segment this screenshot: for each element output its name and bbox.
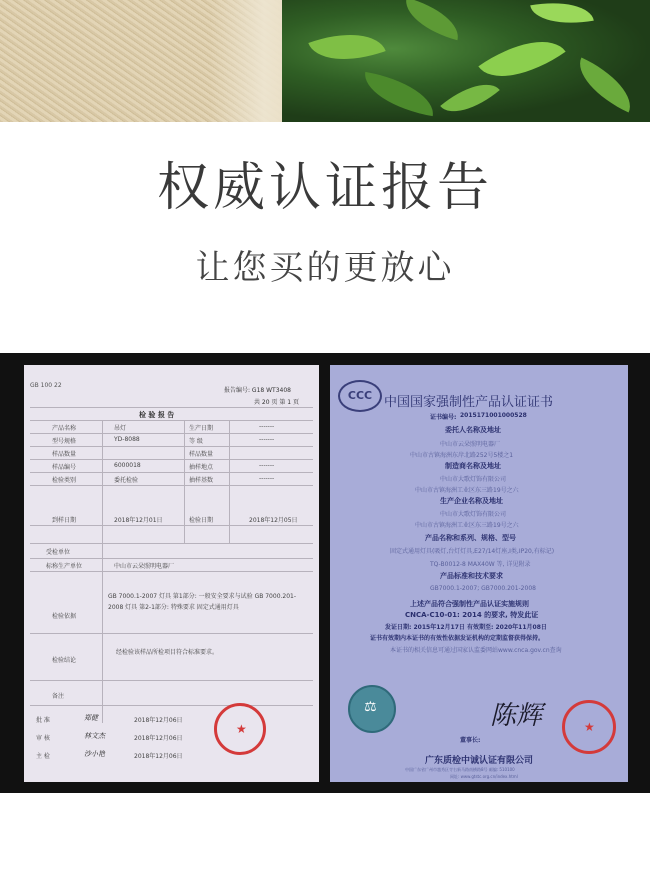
issuer-seal: ★ bbox=[562, 700, 616, 754]
row-value2: ------- bbox=[259, 423, 275, 430]
row-value2: 2018年12月05日 bbox=[249, 517, 298, 524]
basis-text: GB 7000.1-2007 灯具 第1部分: 一般安全要求与试验 GB 7000.201-2008 灯具 第2-1部分: 特殊要求 固定式通用灯具 bbox=[108, 593, 297, 611]
row-label: 检验类别 bbox=[52, 477, 77, 484]
conclusion-label: 检验结论 bbox=[52, 657, 77, 664]
page-subtitle: 让您买的更放心 bbox=[195, 248, 455, 288]
cert-dates: 发证日期: 2015年12月17日 有效期至: 2020年11月08日 bbox=[385, 624, 547, 631]
row-value2: ------- bbox=[259, 436, 275, 443]
cert-note: 证书有效期内本证书的有效性依据发证机构的定期监督获得保持。 bbox=[370, 635, 545, 642]
page-title: 权威认证报告 bbox=[156, 158, 493, 218]
cert-heading: 委托人名称及地址 bbox=[445, 426, 501, 434]
director-signature: 陈辉 bbox=[490, 701, 543, 731]
cert-text: 中山市大歌灯饰有限公司 bbox=[440, 476, 507, 483]
signature: 林文杰 bbox=[84, 732, 105, 740]
tea-leaves-photo bbox=[282, 0, 650, 122]
row-label: 产品名称 bbox=[52, 425, 77, 432]
cert-no-label: 证书编号: bbox=[430, 414, 457, 421]
cert-text: 中山市云朵照明电器厂 bbox=[440, 441, 501, 448]
cert-text: 中山市大歌灯饰有限公司 bbox=[440, 511, 507, 518]
cert-heading: 生产企业名称及地址 bbox=[440, 497, 503, 505]
issuer-name: 广东质检中诚认证有限公司 bbox=[425, 756, 534, 766]
row-label2: 抽样地点 bbox=[189, 464, 214, 471]
row-value2: ------- bbox=[259, 475, 275, 482]
row-value: YD-8088 bbox=[114, 436, 140, 443]
cert-text: TQ-B0012-8 MAX40W 等, 详见附录 bbox=[430, 561, 531, 568]
cert-footer: 中国广东省广州市越秀区寺右新马路南横路8号 邮编: 510100 bbox=[405, 767, 515, 772]
cert-heading: 上述产品符合强制性产品认证实施规则 bbox=[410, 600, 529, 608]
row-label: 到样日期 bbox=[52, 517, 77, 524]
row-label2: 检验日期 bbox=[189, 517, 214, 524]
report-code: GB 100 22 bbox=[30, 382, 62, 389]
test-date: 2018年12月06日 bbox=[134, 753, 183, 760]
row-value2: ------- bbox=[259, 462, 275, 469]
ccc-logo: CCC bbox=[338, 380, 382, 412]
test-label: 主 检 bbox=[36, 753, 50, 760]
cert-note: 本证书的相关信息可通过国家认监委网站www.cnca.gov.cn查询 bbox=[390, 647, 562, 654]
row-label2: 生产日期 bbox=[189, 425, 214, 432]
header-banner bbox=[0, 0, 650, 122]
cert-rule: CNCA-C10-01: 2014 的要求, 特发此证 bbox=[405, 611, 539, 619]
row-value: 中山市云朵照明电器厂 bbox=[114, 563, 175, 570]
cert-footer: 网址: www.gtstc.org.cn/index.html bbox=[450, 774, 518, 779]
conclusion-text: 经检验该样品所检项目符合标准要求。 bbox=[116, 649, 219, 656]
cert-text: 中山市古镇海洲工业区东三路19号之六 bbox=[415, 487, 519, 494]
ccc-certificate bbox=[330, 365, 628, 782]
row-value: 委托检验 bbox=[114, 477, 139, 484]
approve-date: 2018年12月06日 bbox=[134, 717, 183, 724]
row-value: 2018年12月01日 bbox=[114, 517, 163, 524]
cert-no: 2015171001000528 bbox=[460, 412, 527, 419]
row-label2: 样品数量 bbox=[189, 451, 214, 458]
signature: 沙小艳 bbox=[84, 750, 105, 758]
row-label: 标称生产单位 bbox=[46, 563, 83, 570]
cert-text: 中山市古镇海洲工业区东三路19号之六 bbox=[415, 522, 519, 529]
row-label: 受检单位 bbox=[46, 549, 71, 556]
report-page: 共 20 页 第 1 页 bbox=[254, 399, 299, 406]
report-seal: ★ bbox=[214, 703, 266, 755]
director-label: 董事长: bbox=[460, 737, 481, 744]
review-label: 审 核 bbox=[36, 735, 50, 742]
remark-label: 备注 bbox=[52, 693, 65, 700]
review-date: 2018年12月06日 bbox=[134, 735, 183, 742]
basis-label: 检验依据 bbox=[52, 613, 77, 620]
cert-heading: 产品标准和技术要求 bbox=[440, 572, 503, 580]
cert-text: 固定式通用灯具(吸灯,台灯灯具,E27/14灯座,I类,IP20,有标记) bbox=[390, 548, 555, 555]
row-label: 型号规格 bbox=[52, 438, 77, 445]
inspection-report bbox=[24, 365, 319, 782]
row-value: 吊灯 bbox=[114, 425, 127, 432]
row-label: 样品编号 bbox=[52, 464, 77, 471]
cnas-emblem: ⚖ bbox=[348, 685, 396, 733]
cert-text: GB7000.1-2007; GB7000.201-2008 bbox=[430, 585, 536, 592]
row-label: 样品数量 bbox=[52, 451, 77, 458]
certificates-area bbox=[0, 353, 650, 793]
cert-text: 中山市古镇海洲东岸北路252号5楼之1 bbox=[410, 452, 514, 459]
row-label2: 抽样基数 bbox=[189, 477, 214, 484]
row-label2: 等 级 bbox=[189, 438, 203, 445]
report-number: 报告编号: G18 WT3408 bbox=[224, 387, 291, 394]
cert-title: 中国国家强制性产品认证证书 bbox=[384, 395, 554, 410]
cert-heading: 制造商名称及地址 bbox=[445, 462, 501, 470]
signature: 郑健 bbox=[84, 714, 98, 722]
row-value: 6000018 bbox=[114, 462, 141, 469]
report-section-title: 检 验 报 告 bbox=[139, 411, 175, 419]
approve-label: 批 准 bbox=[36, 717, 50, 724]
cert-heading: 产品名称和系列、规格、型号 bbox=[425, 534, 516, 542]
